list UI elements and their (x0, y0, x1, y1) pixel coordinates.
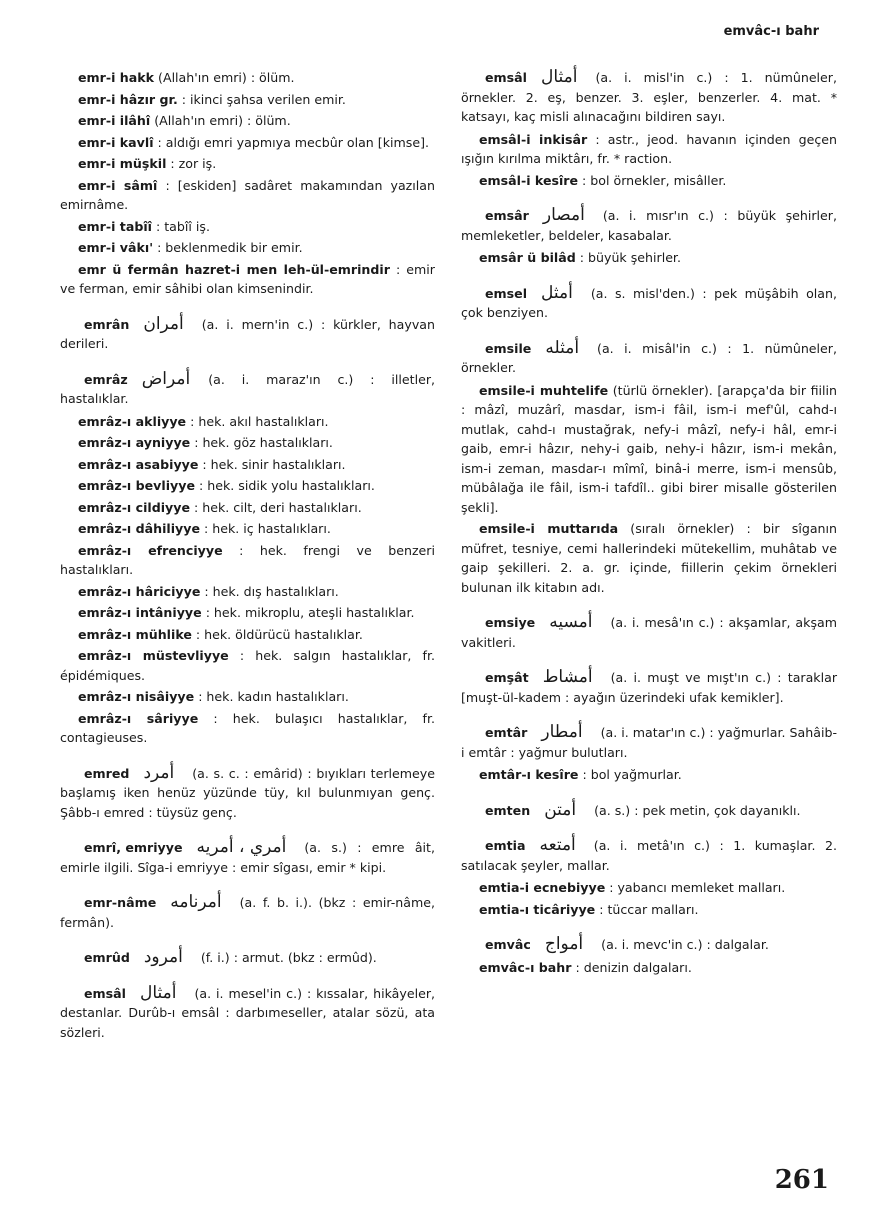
arabic-script: أمطار (541, 722, 583, 742)
definition: : beklenmedik bir emir. (153, 240, 303, 255)
dictionary-entry (60, 838, 435, 877)
definition: : denizin dalgaları. (571, 959, 692, 975)
sub-entry (461, 878, 837, 898)
sub-entry (60, 433, 435, 453)
dictionary-entry (60, 893, 435, 932)
sub-entry (461, 171, 837, 191)
definition: (sıralı örnekler) : bir sîganın müfret, tesniye, cemi hallerindeki mütekellim, muhâtab ve gaip şekilleri. 2. a. gr. içinde, fiillerin çekim örnekleri bulunan ilk kitabın adı. (461, 521, 837, 595)
sub-entry (60, 519, 435, 539)
arabic-script: أمثال (540, 67, 578, 87)
definition: : hek. dış hastalıkları. (200, 583, 339, 599)
dictionary-entry (461, 206, 837, 245)
dictionary-entry (461, 284, 837, 323)
headword: emsile (485, 340, 532, 356)
definition: (a. s.) : pek metin, çok dayanıklı. (594, 802, 801, 818)
definition: : hek. frengi ve benzeri hastalıkları. (60, 542, 435, 577)
right-column (461, 68, 837, 979)
definition: (a. i. mesel'in c.) : kıssalar, hikâyeler, destanlar. Durûb-ı emsâl : darbımeseller, atalar sözü, ata sözleri. (60, 985, 435, 1040)
definition: : bol yağmurlar. (578, 767, 682, 782)
headword: emtia (485, 838, 526, 853)
arabic-script: أمتعه (539, 835, 576, 855)
sub-entry (461, 381, 837, 518)
left-column (60, 68, 435, 1045)
sub-entry (60, 176, 435, 215)
headword: emtâr (485, 725, 528, 740)
definition: (a. i. muşt ve mışt'ın c.) : taraklar [muşt-ül-kadem : ayağın üzerindeki ufak kemikler]. (461, 670, 837, 705)
dictionary-entry (461, 613, 837, 652)
headword: emrâz-ı asabiyye (78, 456, 199, 472)
definition: : emir ve ferman, emir sâhibi olan kimsenindir. (60, 261, 435, 296)
page-number: 261 (774, 1165, 829, 1195)
sub-entry (60, 90, 435, 110)
definition: (a. s. c. : emârid) : bıyıkları terlemeye başlamış iken henüz yüzünde tüy, kıl bulunmıyan genç. Şâbb-ı emred : tüysüz genç. (60, 765, 435, 820)
definition: : tabîî iş. (151, 218, 210, 234)
sub-entry (60, 154, 435, 174)
headword: emr-i tabîî (78, 218, 152, 234)
headword: emrâz-ı cildiyye (78, 499, 191, 515)
headword: emsâl (84, 985, 126, 1001)
headword: emrâz-ı akliyye (78, 413, 187, 429)
definition: (Allah'ın emri) : ölüm. (150, 113, 291, 128)
arabic-script: أمرود (143, 947, 183, 967)
headword: emrâz-ı sâriyye (78, 710, 199, 726)
arabic-script: أمثله (545, 337, 580, 358)
definition: : zor iş. (166, 156, 217, 171)
definition: : hek. sidik yolu hastalıkları. (195, 478, 375, 493)
sub-entry (60, 217, 435, 237)
headword: emsâl (485, 70, 527, 85)
running-header: emvâc-ı bahr (723, 24, 819, 39)
dictionary-entry (60, 984, 435, 1043)
headword: emtâr-ı kesîre (479, 767, 579, 782)
definition: (f. i.) : armut. (bkz : ermûd). (200, 950, 377, 965)
sub-entry (461, 900, 837, 920)
headword: emvâc (485, 937, 531, 952)
headword: emsâr (485, 208, 529, 223)
headword: emşât (485, 670, 529, 685)
dictionary-entry (60, 315, 435, 354)
headword: emr-i sâmî (78, 177, 158, 193)
headword: emtia-i ecnebiyye (479, 880, 606, 895)
definition: (a. i. mevc'in c.) : dalgalar. (601, 937, 769, 952)
sub-entry (461, 248, 837, 268)
definition: : hek. sinir hastalıkları. (198, 456, 346, 472)
sub-entry (60, 541, 435, 580)
headword: emrân (84, 316, 130, 332)
sub-entry (60, 603, 435, 623)
sub-entry (60, 646, 435, 685)
definition: : astr., jeod. havanın içinden geçen ışığın kırılma miktârı, fr. * raction. (461, 131, 837, 166)
definition: (a. i. matar'ın c.) : yağmurlar. Sahâib-i emtâr : yağmur bulutları. (461, 725, 837, 760)
headword: emrâz-ı dâhiliyye (78, 521, 201, 536)
sub-entry (60, 412, 435, 432)
definition: (a. i. misl'in c.) : 1. nümûneler, örnekler. 2. eş, benzer. 3. eşler, benzerler. 4. mat. * katsayı, kaç misli alınacağını bildiren sayı. (461, 70, 837, 124)
dictionary-entry (461, 836, 837, 875)
sub-entry (60, 238, 435, 258)
headword: emtia-ı ticâriyye (479, 901, 596, 917)
dictionary-entry (60, 948, 435, 968)
definition: (türlü örnekler). [arapça'da bir fiilin : mâzî, muzârî, masdar, ism-i fâil, ism-i mef'ûl, cahd-ı mutlak, cahd-ı mustağrak, nefy-i mâzî, nefy-i hâl, emr-i gaib, emr-i hâzır, nehy-i gaib, nehy-i hâzır, ism-i mekân, ism-i zeman, masdar-ı mîmî, binâ-i merre, ism-i mensûb, mübâlağa ile fâil, ism-i tafdîl.. gibi birer misalle gösterilen şekli]. (461, 382, 837, 515)
definition: : büyük şehirler. (575, 250, 681, 265)
dictionary-entry (461, 68, 837, 127)
sub-entry (461, 765, 837, 785)
headword: emrâz-ı efrenciyye (78, 542, 223, 558)
headword: emr-i hâzır gr. (78, 91, 178, 107)
headword: emrûd (84, 950, 130, 965)
headword: emsile-i muhtelife (479, 382, 609, 398)
definition: (a. i. maraz'ın c.) : illetler, hastalıklar. (60, 371, 435, 406)
dictionary-entry (461, 668, 837, 707)
definition: : tüccar malları. (595, 901, 699, 917)
headword: emrâz-ı hâriciyye (78, 583, 201, 599)
definition: : hek. kadın hastalıkları. (194, 689, 349, 704)
arabic-script: أمشاط (542, 667, 593, 687)
definition: : hek. göz hastalıkları. (190, 435, 333, 450)
definition: (a. i. mısr'ın c.) : büyük şehirler, memleketler, beldeler, kasabalar. (461, 208, 837, 243)
dictionary-entry (461, 935, 837, 955)
dictionary-entry (461, 723, 837, 762)
definition: : [eskiden] sadâret makamından yazılan emirnâme. (60, 177, 435, 212)
arabic-script: أمثال (139, 982, 177, 1003)
headword: emrî, emriyye (84, 840, 183, 855)
arabic-script: أمثل (541, 282, 573, 303)
sub-entry (60, 687, 435, 707)
headword: emrâz-ı mühlike (78, 626, 192, 642)
sub-entry (60, 455, 435, 475)
definition: : yabancı memleket malları. (605, 880, 786, 895)
arabic-script: أمصار (542, 205, 585, 225)
definition: : hek. cilt, deri hastalıkları. (190, 499, 362, 515)
arabic-script: أمراض (141, 368, 191, 389)
dictionary-entry (461, 339, 837, 378)
definition: : hek. iç hastalıkları. (200, 521, 331, 536)
headword: emr-nâme (84, 895, 157, 910)
definition: (a. i. mern'in c.) : kürkler, hayvan derileri. (60, 316, 435, 351)
sub-entry (60, 476, 435, 496)
headword: emr-i vâkı' (78, 240, 154, 255)
sub-entry (60, 625, 435, 645)
sub-entry (60, 582, 435, 602)
sub-entry (461, 958, 837, 978)
headword: emr-i kavlî (78, 134, 154, 150)
definition: (a. f. b. i.). (bkz : emir-nâme, fermân). (60, 895, 435, 930)
dictionary-entry (461, 801, 837, 821)
headword: emred (84, 765, 130, 781)
arabic-script: أمرنامه (170, 892, 222, 912)
headword: emten (485, 802, 531, 818)
definition: : hek. öldürücü hastalıklar. (191, 626, 363, 642)
headword: emr ü fermân hazret-i men leh-ül-emrindir (78, 261, 390, 277)
arabic-script: أمسيه (549, 612, 593, 632)
headword: emrâz-ı nisâiyye (78, 689, 195, 704)
definition: : aldığı emri yapmıya mecbûr olan [kimse]. (153, 134, 429, 150)
definition: : hek. mikroplu, ateşli hastalıklar. (201, 605, 415, 620)
sub-entry (60, 498, 435, 518)
arabic-script: أمرد (143, 762, 175, 783)
headword: emsâl-i kesîre (479, 172, 579, 188)
arabic-script: أمتن (544, 799, 577, 820)
headword: emrâz-ı bevliyye (78, 478, 195, 493)
headword: emr-i müşkil (78, 156, 167, 171)
sub-entry (60, 709, 435, 748)
headword: emr-i hakk (78, 70, 155, 85)
definition: (a. i. metâ'ın c.) : 1. kumaşlar. 2. satılacak şeyler, mallar. (461, 838, 837, 873)
arabic-script: أمري ، أمريه (196, 837, 287, 857)
arabic-script: أمران (143, 313, 184, 334)
sub-entry (60, 260, 435, 299)
sub-entry (60, 111, 435, 131)
sub-entry (461, 519, 837, 597)
definition: (a. s. misl'den.) : pek müşâbih olan, çok benziyen. (461, 285, 837, 320)
headword: emrâz-ı müstevliyye (78, 648, 229, 663)
dictionary-entry (60, 370, 435, 409)
headword: emvâc-ı bahr (479, 959, 572, 975)
dictionary-entry (60, 764, 435, 823)
headword: emr-i ilâhî (78, 113, 151, 128)
sub-entry (60, 68, 435, 88)
definition: (Allah'ın emri) : ölüm. (154, 70, 295, 85)
definition: : hek. salgın hastalıklar, fr. épidémiques. (60, 648, 435, 683)
headword: emsiye (485, 615, 536, 630)
headword: emsâr ü bilâd (479, 250, 576, 265)
sub-entry (461, 130, 837, 169)
definition: (a. i. mesâ'ın c.) : akşamlar, akşam vakitleri. (461, 615, 837, 650)
arabic-script: أمواج (544, 934, 584, 954)
definition: : hek. bulaşıcı hastalıklar, fr. contagieuses. (60, 710, 435, 745)
definition: : ikinci şahsa verilen emir. (177, 91, 346, 107)
headword: emrâz (84, 371, 128, 387)
headword: emrâz-ı ayniyye (78, 435, 191, 450)
headword: emrâz-ı intâniyye (78, 605, 202, 620)
sub-entry (60, 133, 435, 153)
definition: (a. s.) : emre âit, emirle ilgili. Sîga-i emriyye : emir sîgası, emir * kipi. (60, 840, 435, 875)
headword: emsile-i muttarıda (479, 521, 619, 536)
headword: emsel (485, 285, 528, 301)
definition: : hek. akıl hastalıkları. (186, 413, 329, 429)
headword: emsâl-i inkisâr (479, 131, 588, 147)
definition: : bol örnekler, misâller. (578, 172, 727, 188)
definition: (a. i. misâl'in c.) : 1. nümûneler, örnekler. (461, 340, 837, 375)
